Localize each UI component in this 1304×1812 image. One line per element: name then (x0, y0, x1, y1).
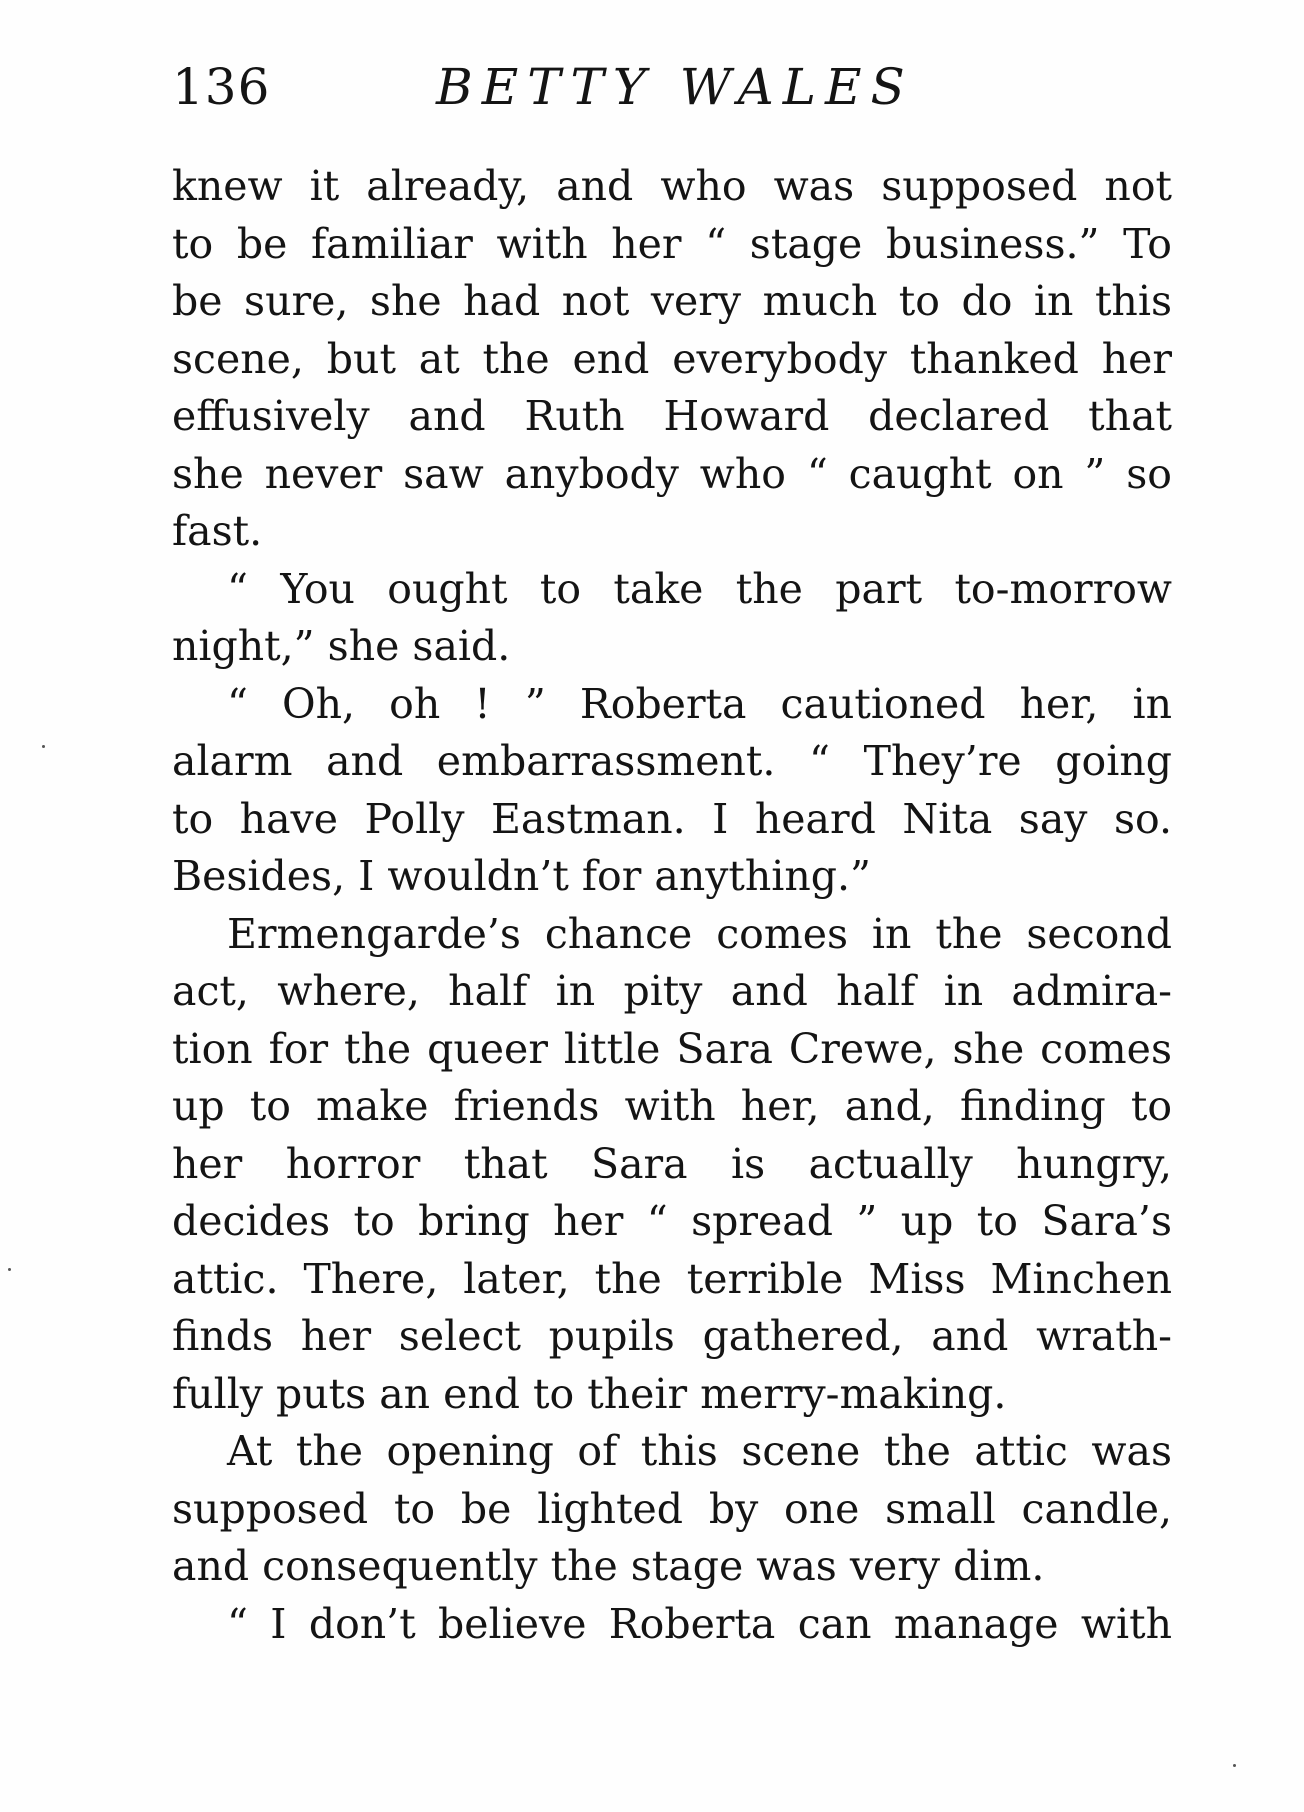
text-line: alarm and embarrassment. “ They’re going (172, 737, 1172, 785)
text-line: fully puts an end to their merry-making. (172, 1369, 1007, 1418)
text-line: supposed to be lighted by one small candle, (172, 1484, 1172, 1533)
text-line: “ I don’t believe Roberta can manage with (227, 1599, 1172, 1648)
paper-speck (42, 745, 45, 748)
text-line: Besides, I wouldn’t for anything.” (172, 852, 872, 900)
text-line: “ Oh, oh ! ” Roberta cautioned her, in (227, 679, 1172, 728)
text-line: be sure, she had not very much to do in this (172, 277, 1172, 325)
text-line: knew it already, and who was supposed not (172, 162, 1172, 210)
text-line: attic. There, later, the terrible Miss Minchen (172, 1254, 1172, 1303)
text-line: tion for the queer little Sara Crewe, she comes (172, 1024, 1172, 1073)
running-title: BETTY WALES (436, 58, 914, 116)
text-line: At the opening of this scene the attic was (227, 1427, 1172, 1475)
text-line: Ermengarde’s chance comes in the second (227, 909, 1172, 958)
text-line: act, where, half in pity and half in admira- (172, 967, 1172, 1015)
paper-speck (1233, 1764, 1236, 1767)
page-number: 136 (172, 58, 271, 116)
text-line: her horror that Sara is actually hungry, (172, 1139, 1172, 1188)
text-line: effusively and Ruth Howard declared that (172, 392, 1172, 440)
text-line: up to make friends with her, and, finding to (172, 1082, 1172, 1130)
text-line: “ You ought to take the part to-morrow (227, 564, 1172, 613)
text-line: to be familiar with her “ stage business.” To (172, 219, 1172, 268)
paper-speck (8, 1268, 11, 1271)
text-line: finds her select pupils gathered, and wrath- (172, 1312, 1172, 1360)
page-header (172, 52, 1172, 122)
text-line: decides to bring her “ spread ” up to Sara’s (172, 1197, 1172, 1245)
body-text (172, 158, 1172, 1653)
text-line: she never saw anybody who “ caught on ” so (172, 449, 1172, 498)
text-line: night,” she said. (172, 622, 511, 670)
text-line: and consequently the stage was very dim. (172, 1542, 1045, 1590)
text-line: to have Polly Eastman. I heard Nita say so. (172, 794, 1172, 843)
text-line: fast. (172, 507, 263, 555)
text-line: scene, but at the end everybody thanked her (172, 334, 1172, 383)
